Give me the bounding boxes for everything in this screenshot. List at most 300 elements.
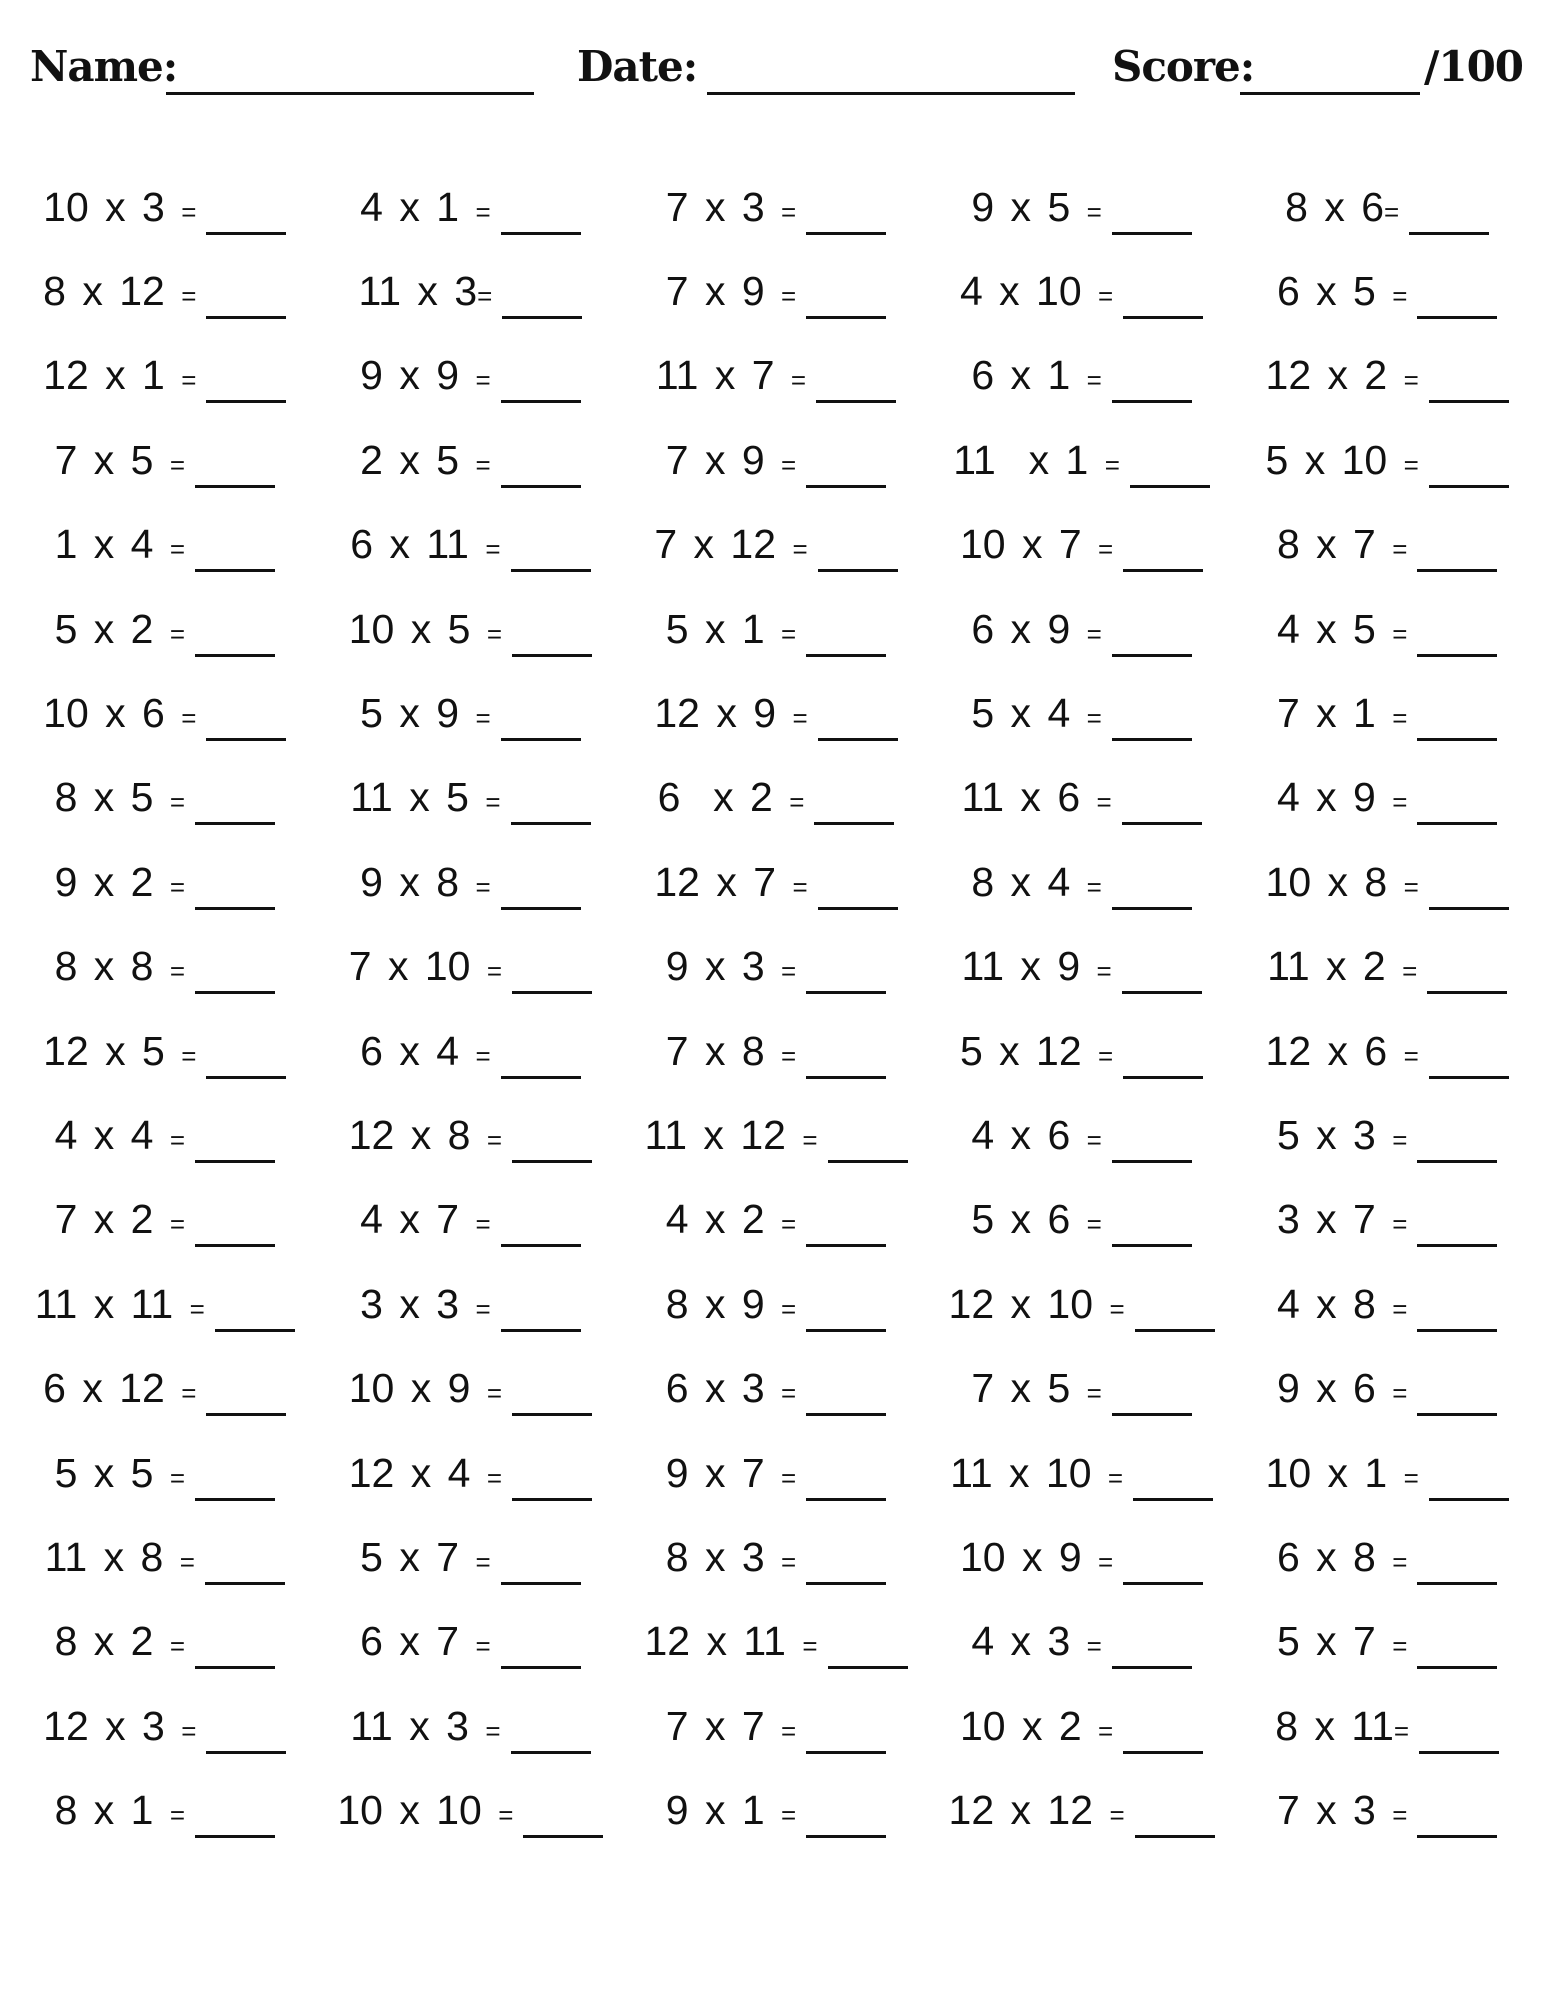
problem-text [55,521,185,568]
problem-expression: 6 x 7 [360,1618,476,1665]
answer-blank-line [1417,1632,1497,1669]
answer-blank-line [1419,1717,1499,1754]
problem-text [971,690,1101,737]
problem-cell [623,1768,929,1852]
answer-blank-line [206,1379,286,1416]
problem-text [971,184,1101,231]
problem-cell [318,756,624,840]
answer-blank-line [1130,451,1210,488]
answer-blank-line [1417,620,1497,657]
answer-blank-line [501,1548,581,1585]
problem-cell [929,1768,1235,1852]
problem-cell [318,1431,624,1515]
answer-blank-line [1123,1042,1203,1079]
answer-blank-line [1112,366,1192,403]
answer-blank-line [195,1632,275,1669]
equals-sign: = [1109,1800,1125,1831]
answer-blank-line [1409,198,1489,235]
problem-cell [623,1009,929,1093]
answer-blank-line [512,1379,592,1416]
equals-sign: = [1096,787,1112,818]
problem-cell [1234,1262,1540,1346]
problem-text [350,521,500,568]
problem-expression: 12 x 8 [348,1111,487,1158]
problem-cell [1234,1515,1540,1599]
equals-sign: = [169,1462,186,1493]
problem-expression: 12 x 5 [43,1027,182,1074]
problem-cell [929,1515,1235,1599]
equals-sign: = [475,1209,491,1240]
problem-expression: 5 x 12 [959,1027,1099,1074]
problem-text [666,1365,796,1412]
answer-blank-line [1429,366,1509,403]
answer-blank-line [806,1295,886,1332]
problem-expression: 4 x 9 [1276,774,1393,821]
answer-blank-line [1417,788,1497,825]
problem-cell [1234,165,1540,249]
equals-sign: = [169,534,186,565]
answer-blank-line [1417,704,1497,741]
problem-expression: 6 x 3 [665,1365,782,1412]
equals-sign: = [475,449,491,480]
answer-blank-line [1112,873,1192,910]
answer-blank-line [195,1801,275,1838]
answer-blank-line [806,198,886,235]
equals-sign: = [792,534,808,565]
problem-expression: 11 x 8 [44,1533,180,1580]
problem-cell [12,1431,318,1515]
problem-cell [12,165,318,249]
problem-expression: 6 x 1 [971,352,1087,399]
equals-sign: = [169,618,186,649]
equals-sign: = [1107,1462,1124,1493]
equals-sign: = [169,956,186,987]
problem-cell [1234,671,1540,755]
problem-cell [318,249,624,333]
problem-cell [12,503,318,587]
problem-cell [12,1684,318,1768]
equals-sign: = [1086,871,1102,902]
problem-cell [12,1346,318,1430]
problem-text [1277,268,1407,315]
problem-expression: 11 x 10 [950,1449,1108,1496]
date-label: Date: [577,42,698,91]
equals-sign: = [1086,1631,1102,1662]
problem-expression: 5 x 3 [1276,1111,1393,1158]
problem-expression: 5 x 10 [1265,436,1404,483]
equals-sign: = [781,1040,797,1071]
problem-expression: 10 x 8 [1265,858,1404,905]
problem-expression: 7 x 1 [1276,690,1393,737]
problem-expression: 5 x 5 [54,1449,170,1496]
problem-expression: 7 x 3 [665,183,782,230]
problem-cell [1234,1600,1540,1684]
answer-blank-line [1417,282,1497,319]
answer-blank-line [818,535,898,572]
equals-sign: = [181,365,197,396]
answer-blank-line [195,620,275,657]
score-underline [1240,92,1420,95]
equals-sign: = [486,956,503,987]
problem-expression: 4 x 10 [959,268,1099,315]
equals-sign: = [475,196,491,227]
problem-expression: 12 x 6 [1265,1027,1404,1074]
problem-cell [1234,840,1540,924]
equals-sign: = [1392,1378,1408,1409]
problem-expression: 8 x 9 [665,1280,782,1327]
problem-expression: 9 x 3 [665,943,782,990]
equals-sign: = [1109,1293,1125,1324]
problem-cell [623,165,929,249]
problem-expression: 12 x 11 [644,1618,803,1665]
problem-text [43,1365,196,1412]
equals-sign: = [1098,1040,1114,1071]
equals-sign: = [781,1462,797,1493]
answer-blank-line [1417,1295,1497,1332]
problem-expression: 8 x 4 [971,858,1087,905]
answer-blank-line [195,1126,275,1163]
problem-cell [1234,334,1540,418]
equals-sign: = [475,1631,491,1662]
problem-text [349,1365,502,1412]
problem-text [55,606,185,653]
equals-sign: = [475,1293,491,1324]
problem-cell [318,1768,624,1852]
problem-expression: 6 x 11 [350,521,486,568]
problem-text [656,352,806,399]
problem-text [1277,1618,1407,1665]
problem-text [644,1112,817,1159]
equals-sign: = [181,1040,197,1071]
problem-cell [318,503,624,587]
problem-expression: 12 x 1 [43,352,182,399]
problem-cell [12,1768,318,1852]
equals-sign: = [486,618,503,649]
problem-cell [318,1346,624,1430]
answer-blank-line [806,620,886,657]
equals-sign: = [790,365,807,396]
problem-text [360,859,490,906]
equals-sign: = [802,1631,818,1662]
answer-blank-line [1133,1464,1213,1501]
problem-cell [623,1684,929,1768]
problem-expression: 7 x 3 [1276,1787,1393,1834]
answer-blank-line [195,535,275,572]
answer-blank-line [195,1210,275,1247]
problem-expression: 7 x 5 [971,1365,1087,1412]
problem-cell [318,1262,624,1346]
answer-blank-line [1429,451,1509,488]
answer-blank-line [1112,620,1192,657]
problem-cell [12,756,318,840]
problem-text [666,268,796,315]
problem-text [666,437,796,484]
problem-expression: 11 x 6 [961,774,1097,821]
answer-blank-line [806,1548,886,1585]
problem-cell [623,334,929,418]
equals-sign: = [181,281,197,312]
problem-cell [623,503,929,587]
problem-expression: 5 x 9 [360,690,476,737]
problem-text [360,437,490,484]
answer-blank-line [1122,957,1202,994]
problem-expression: 12 x 12 [948,1787,1110,1834]
answer-blank-line [511,788,591,825]
answer-blank-line [195,451,275,488]
problem-text [971,1112,1101,1159]
answer-blank-line [818,873,898,910]
problem-text [666,1281,796,1328]
problem-text [55,1618,185,1665]
problem-expression: 3 x 3 [360,1280,476,1327]
problem-expression: 11 x 7 [655,352,791,399]
problem-expression: 8 x 5 [54,774,170,821]
problem-text [666,1703,796,1750]
problem-text [350,1703,500,1750]
equals-sign: = [1403,365,1419,396]
problem-text [360,1618,490,1665]
problem-text [949,1281,1125,1328]
problem-text [1285,184,1399,231]
equals-sign: = [781,449,797,480]
problem-cell [12,671,318,755]
problem-text [644,1618,817,1665]
problem-expression: 6 x 12 [43,1365,182,1412]
problem-cell [318,1009,624,1093]
equals-sign: = [169,1800,186,1831]
equals-sign: = [1403,1462,1419,1493]
problem-cell [1234,756,1540,840]
problem-expression: 4 x 1 [360,183,476,230]
problem-expression: 11 x 3 [358,268,478,315]
problem-expression: 7 x 10 [348,943,487,990]
equals-sign: = [1392,1631,1408,1662]
problem-text [960,521,1113,568]
problem-expression: 10 x 1 [1265,1449,1404,1496]
answer-blank-line [501,1632,581,1669]
problem-text [360,1028,490,1075]
problem-expression: 7 x 9 [665,268,782,315]
answer-blank-line [1429,873,1509,910]
problem-text [950,1450,1123,1497]
problem-text [666,184,796,231]
answer-blank-line [206,282,286,319]
problem-cell [1234,1684,1540,1768]
equals-sign: = [169,449,186,480]
equals-sign: = [1392,1293,1408,1324]
equals-sign: = [1086,1124,1102,1155]
equals-sign: = [781,1800,797,1831]
answer-blank-line [501,873,581,910]
problem-expression: 12 x 10 [948,1280,1110,1327]
problem-cell [12,1600,318,1684]
equals-sign: = [1403,449,1419,480]
problem-expression: 6 x 8 [1276,1533,1393,1580]
equals-sign: = [1098,1546,1114,1577]
problem-text [960,1028,1113,1075]
problem-expression: 12 x 7 [654,858,793,905]
problem-text [1277,774,1407,821]
problem-text [1266,352,1419,399]
problems-grid [12,165,1540,1853]
problem-cell [318,1093,624,1177]
problem-cell [1234,925,1540,1009]
problem-text [1277,1365,1407,1412]
equals-sign: = [477,281,493,312]
problem-cell [929,503,1235,587]
problem-text [960,1703,1113,1750]
answer-blank-line [215,1295,295,1332]
problem-text [55,943,185,990]
answer-blank-line [806,1042,886,1079]
problem-cell [929,1346,1235,1430]
problem-expression: 8 x 3 [665,1533,782,1580]
problem-cell [929,1431,1235,1515]
problem-cell [318,587,624,671]
problem-text [55,1450,185,1497]
answer-blank-line [206,704,286,741]
problem-text [360,184,490,231]
problem-expression: 5 x 2 [54,605,170,652]
problem-cell [929,756,1235,840]
problem-cell [929,1262,1235,1346]
equals-sign: = [1098,534,1114,565]
problem-cell [12,249,318,333]
problem-expression: 10 x 7 [959,521,1099,568]
problem-expression: 5 x 6 [971,1196,1087,1243]
problem-text [953,437,1120,484]
problem-expression: 5 x 7 [1276,1618,1393,1665]
answer-blank-line [512,1464,592,1501]
problem-expression: 4 x 2 [665,1196,782,1243]
problem-cell [929,418,1235,502]
answer-blank-line [195,957,275,994]
answer-blank-line [1122,788,1202,825]
problem-text [971,1365,1101,1412]
equals-sign: = [1392,787,1408,818]
equals-sign: = [475,1546,491,1577]
answer-blank-line [806,1210,886,1247]
equals-sign: = [1086,196,1102,227]
problem-cell [1234,1431,1540,1515]
problem-cell [12,1262,318,1346]
equals-sign: = [1392,703,1408,734]
problem-text [43,184,196,231]
problem-text [654,859,807,906]
problem-cell [929,840,1235,924]
equals-sign: = [485,534,501,565]
problem-text [360,352,490,399]
equals-sign: = [1086,1209,1102,1240]
problem-expression: 1 x 4 [54,521,170,568]
answer-blank-line [1123,1717,1203,1754]
answer-blank-line [1112,1632,1192,1669]
equals-sign: = [181,1378,197,1409]
answer-blank-line [828,1632,908,1669]
answer-blank-line [523,1801,603,1838]
problem-text [349,943,502,990]
problem-cell [1234,418,1540,502]
problem-expression: 12 x 9 [654,690,793,737]
problem-expression: 5 x 4 [971,690,1087,737]
problem-expression: 10 x 9 [959,1533,1099,1580]
problem-cell [929,925,1235,1009]
problem-text [1267,943,1417,990]
problem-expression: 4 x 8 [1276,1280,1393,1327]
equals-sign: = [781,281,797,312]
problem-text [1277,1534,1407,1581]
problem-text [666,1450,796,1497]
problem-cell [623,1515,929,1599]
problem-cell [1234,587,1540,671]
score-denominator: /100 [1424,42,1524,91]
answer-blank-line [502,282,582,319]
problem-expression: 10 x 5 [348,605,487,652]
problem-text [1277,521,1407,568]
problem-text [360,1196,490,1243]
answer-blank-line [1123,1548,1203,1585]
equals-sign: = [781,1546,797,1577]
problem-expression: 4 x 4 [54,1111,170,1158]
equals-sign: = [1393,1715,1410,1746]
problem-expression: 8 x 11 [1275,1702,1394,1749]
answer-blank-line [501,1210,581,1247]
problem-text [1266,437,1419,484]
problem-text [55,1112,185,1159]
answer-blank-line [814,788,894,825]
answer-blank-line [1427,957,1507,994]
equals-sign: = [498,1800,514,1831]
answer-blank-line [206,1717,286,1754]
problem-cell [623,756,929,840]
equals-sign: = [475,365,491,396]
problem-cell [318,671,624,755]
problem-cell [623,1346,929,1430]
problem-text [55,774,185,821]
equals-sign: = [181,703,197,734]
problem-text [960,1534,1113,1581]
problem-expression: 9 x 8 [360,858,476,905]
answer-blank-line [1112,198,1192,235]
problem-expression: 4 x 7 [360,1196,476,1243]
problem-text [971,352,1101,399]
equals-sign: = [1098,1715,1114,1746]
answer-blank-line [1429,1042,1509,1079]
equals-sign: = [802,1124,818,1155]
problem-expression: 11 x 1 [953,436,1105,483]
problem-text [654,690,807,737]
problem-text [961,943,1111,990]
answer-blank-line [806,1379,886,1416]
problem-expression: 7 x 9 [665,436,782,483]
problem-cell [12,840,318,924]
answer-blank-line [1112,1210,1192,1247]
equals-sign: = [1086,365,1102,396]
equals-sign: = [1086,1378,1102,1409]
problem-text [35,1281,205,1328]
equals-sign: = [1384,196,1400,227]
answer-blank-line [1135,1295,1215,1332]
answer-blank-line [195,788,275,825]
answer-blank-line [206,1042,286,1079]
problem-expression: 7 x 8 [665,1027,782,1074]
equals-sign: = [475,1040,491,1071]
problem-text [1277,1281,1407,1328]
problem-text [1277,1196,1407,1243]
answer-blank-line [1417,535,1497,572]
problem-cell [12,1009,318,1093]
answer-blank-line [816,366,896,403]
